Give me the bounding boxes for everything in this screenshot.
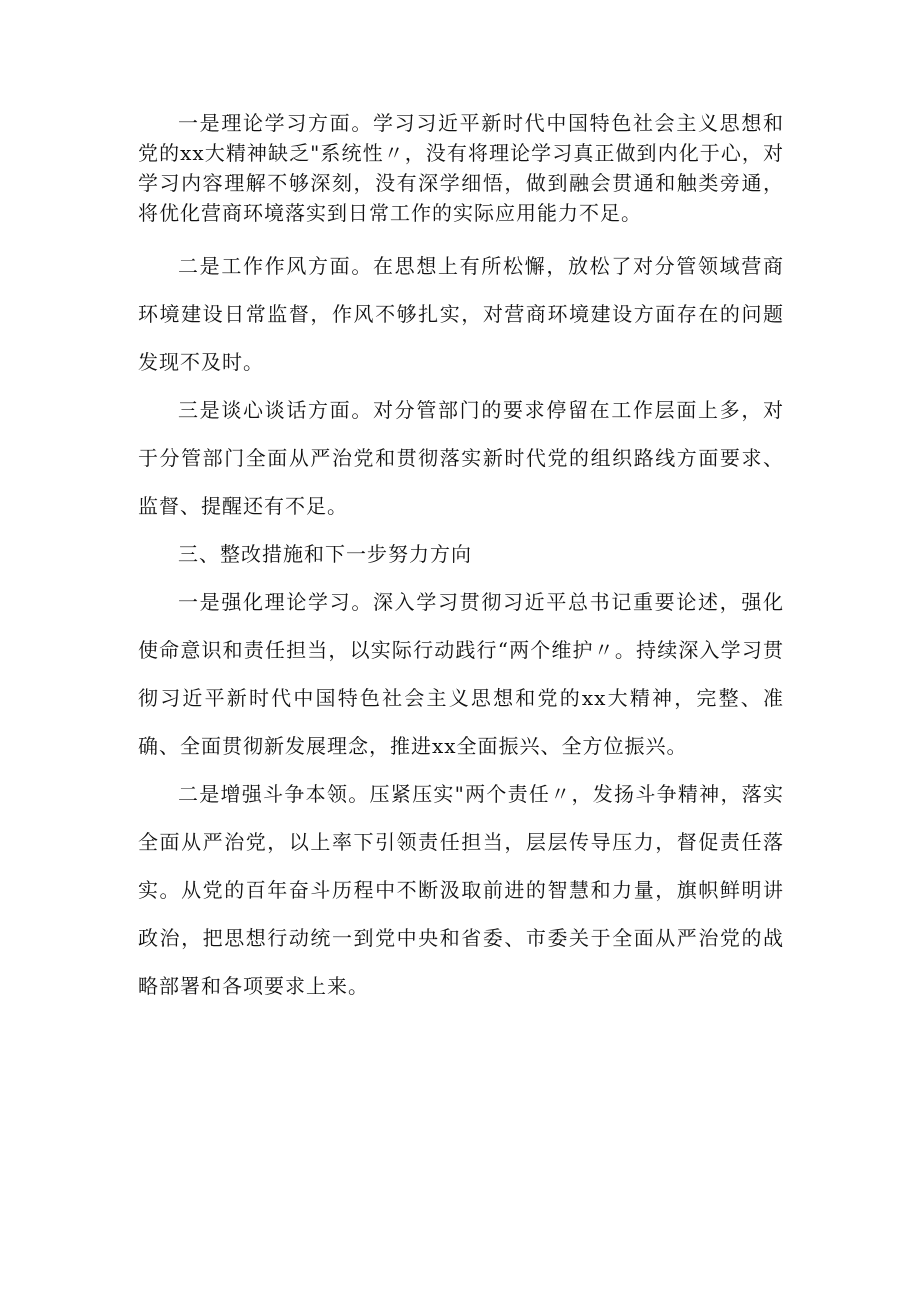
paragraph-enhance-struggle: 二是增强斗争本领。压紧压实"两个责任〃，发扬斗争精神，落实全面从严治党，以上率下引领责任担当，层层传导压力，督促责任落实。从党的百年奋斗历程中不断汲取前进的智慧和力量，旗帜鲜明讲政治，把思想行动统一到党中央和省委、市委关于全面从严治党的战略部署和各项要求上来。 [138, 782, 784, 998]
document-body [138, 108, 784, 1010]
paragraph-theory-study: 一是理论学习方面。学习习近平新时代中国特色社会主义思想和党的xx大精神缺乏"系统性〃，没有将理论学习真正做到内化于心，对学习内容理解不够深刻，没有深学细悟，做到融会贯通和触类旁通，将优化营商环境落实到日常工作的实际应用能力不足。 [138, 111, 784, 225]
paragraph-work-style: 二是工作作风方面。在思想上有所松懈，放松了对分管领域营商环境建设日常监督，作风不够扎实，对营商环境建设方面存在的问题发现不及时。 [138, 254, 784, 374]
section-heading: 三、整改措施和下一步努力方向 [178, 542, 472, 566]
paragraph-strengthen-theory: 一是强化理论学习。深入学习贯彻习近平总书记重要论述，强化使命意识和责任担当，以实际行动践行“两个维护〃。持续深入学习贯彻习近平新时代中国特色社会主义思想和党的xx大精神，完整、准确、全面贯彻新发展理念，推进xx全面振兴、全方位振兴。 [138, 590, 784, 758]
paragraph-heart-to-heart-talks: 三是谈心谈话方面。对分管部门的要求停留在工作层面上多，对于分管部门全面从严治党和贯彻落实新时代党的组织路线方面要求、监督、提醒还有不足。 [138, 398, 784, 518]
